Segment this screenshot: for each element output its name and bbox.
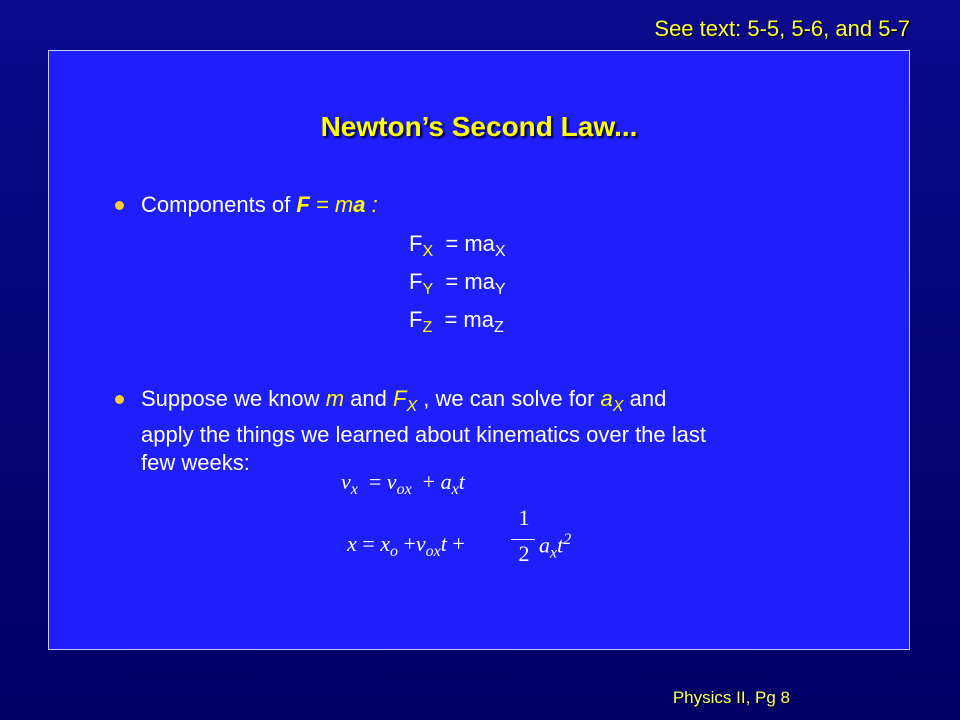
bullet-icon	[115, 201, 124, 210]
bullet1-prefix: Components of	[141, 192, 291, 217]
slide-panel: Newton’s Second Law... Components of F = ma : $F_X = ma_X$ $F_Y = ma_Y$ $F_Z = ma_Z$ Suppose we know m and $F_X$ , we can solve for $a_X$ and apply the things we learned about kinematics over the last few weeks: $v_x = v_{ox} + a_xt$ $x = x_o +v_{ox}t$ + 1 2 $a_xt^2$	[48, 50, 910, 650]
bullet-icon	[115, 395, 124, 404]
equation-z: $F_Z = ma_Z$	[409, 307, 504, 336]
kinematics-velocity-equation: $v_x = v_{ox} + a_xt$	[341, 469, 465, 498]
equation-x: $F_X = ma_X$	[409, 231, 506, 260]
bullet1-accel: a	[353, 192, 366, 217]
bullet1-eq: = m	[315, 192, 354, 217]
text-reference: See text: 5-5, 5-6, and 5-7	[654, 16, 910, 41]
bullet1-force: F	[296, 192, 310, 217]
slide-title: Newton’s Second Law...	[320, 111, 638, 142]
page-footer: Physics II, Pg 8	[672, 688, 790, 707]
bullet1-colon: :	[371, 192, 378, 217]
equation-y: $F_Y = ma_Y$	[409, 269, 506, 298]
